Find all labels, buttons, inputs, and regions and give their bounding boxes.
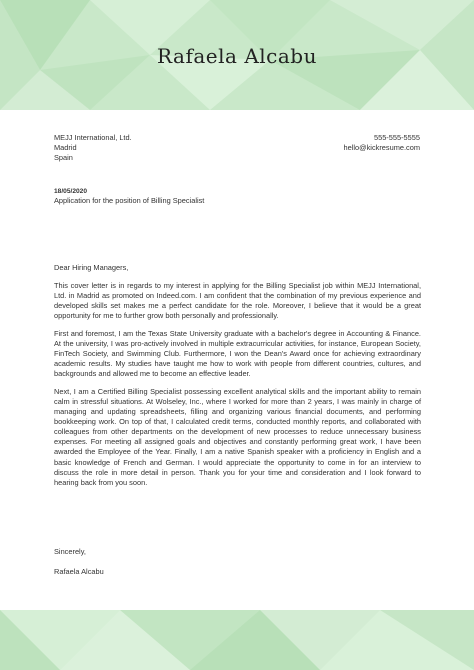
footer-band bbox=[0, 610, 474, 670]
paragraph: This cover letter is in regards to my interest in applying for the Billing Specialist job within MEJJ International, Ltd. in Madrid as promoted on Indeed.com. I am confident that the combination of my previous experience and developed skills set makes me a perfect candidate for the role. Moreover, I believe that it would be a great opportunity for me to further grow both personally and professionally. bbox=[54, 281, 421, 321]
contact-info bbox=[343, 133, 420, 153]
country: Spain bbox=[54, 153, 73, 162]
recipient-address bbox=[54, 133, 132, 163]
paragraph: First and foremost, I am the Texas State University graduate with a bachelor's degree in Accounting & Finance. At the university, I was pro-actively involved in multiple extracurricular activities, for instance, European Society, FinTech Society, and Swimming Club. Furthermore, I won the Dean's Award once for achieving extraordinary academic results. My studies have taught me how to work with people from different countries, cultures, and backgrounds and allowed me to become an effective leader. bbox=[54, 328, 421, 379]
applicant-name: Rafaela Alcabu bbox=[157, 44, 317, 68]
phone-number: 555-555-5555 bbox=[373, 133, 420, 142]
signature-name: Rafaela Alcabu bbox=[54, 567, 104, 576]
header-band bbox=[0, 0, 474, 110]
letter-date: 18/05/2020 bbox=[54, 188, 88, 195]
email-address: hello@kickresume.com bbox=[343, 143, 420, 152]
paragraph: Next, I am a Certified Billing Specialist possessing excellent analytical skills and the important ability to remain calm in stressful situations. At Wolseley, Inc., where I worked for more than 2 years, I was mainly in charge of managing and updating spreadsheets, filling and organizing various financial documents, and performing bookkeeping work. On top of that, I calculated credit terms, conducted monthly reports, and collaborated with colleagues from other departments on the development of new processes to reduce unnecessary business expenses. For meeting all assigned goals and objectives and constantly performing great work, I have been awarded the Employee of the Year. Finally, I am a native Spanish speaker with a proficiency in English and a basic knowledge of French and German. I would appreciate the opportunity to come in for an interview to discuss the role in more detail in person. Thank you for your time and consideration and I look forward to hearing back from you soon. bbox=[54, 386, 421, 487]
letter-subject: Application for the position of Billing Specialist bbox=[54, 196, 205, 205]
letter-body bbox=[54, 281, 421, 495]
greeting: Dear Hiring Managers, bbox=[54, 263, 129, 272]
footer-pattern bbox=[0, 610, 474, 670]
city: Madrid bbox=[54, 143, 77, 152]
closing: Sincerely, bbox=[54, 547, 86, 556]
company-name: MEJJ International, Ltd. bbox=[54, 133, 132, 142]
